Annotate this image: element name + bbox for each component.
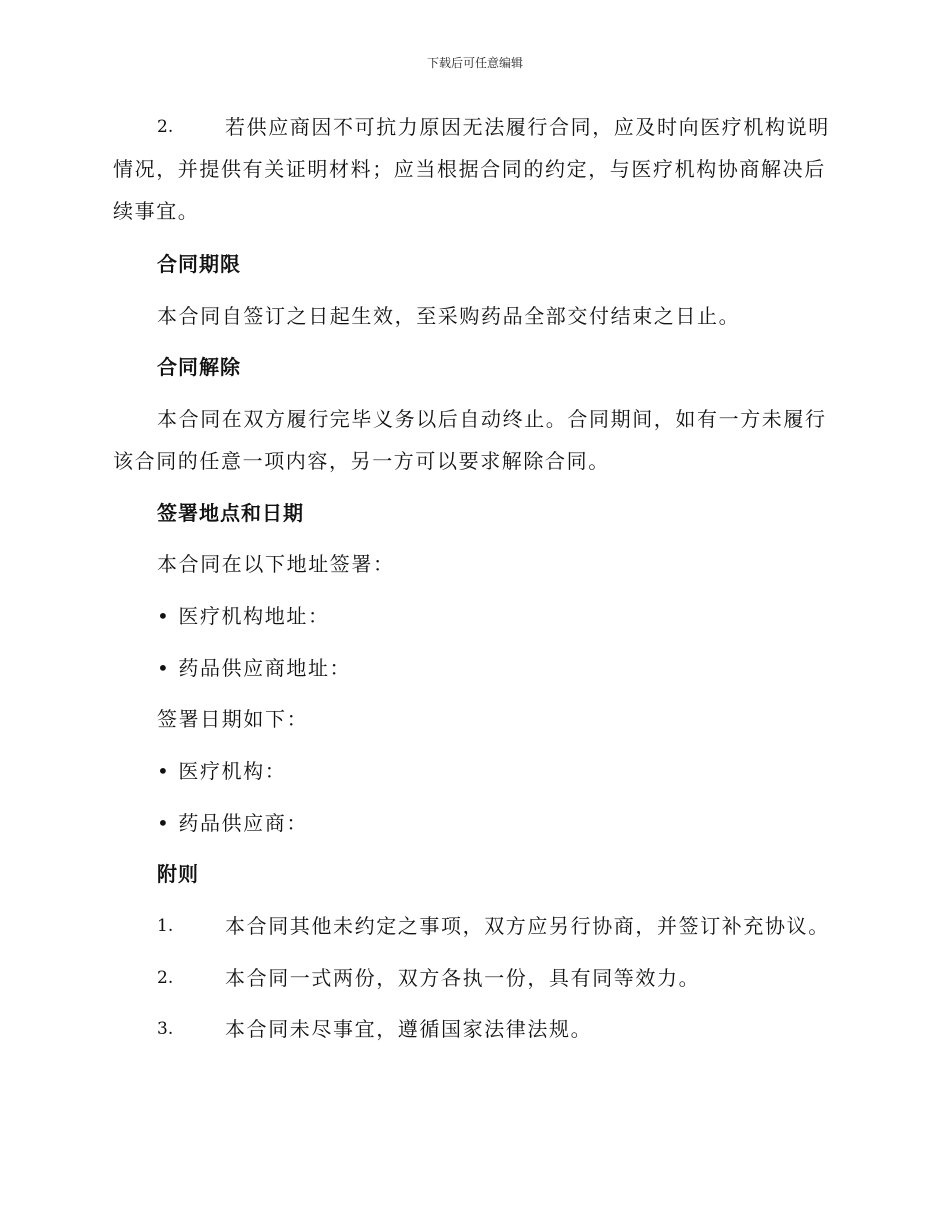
item-2-number: 2.	[157, 117, 174, 137]
term-heading: 合同期限	[157, 252, 241, 276]
signing-heading: 签署地点和日期	[157, 501, 304, 525]
signing-date-intro: 签署日期如下：	[157, 707, 309, 731]
supplementary-heading: 附则	[157, 862, 199, 886]
item-2-line-1: 若供应商因不可抗力原因无法履行合同，应及时向医疗机构说明	[225, 115, 830, 139]
termination-line-1: 本合同在双方履行完毕义务以后自动终止。合同期间，如有一方未履行	[157, 407, 827, 431]
term-text: 本合同自签订之日起生效，至采购药品全部交付结束之日止。	[157, 304, 741, 328]
supplementary-item-1-text: 本合同其他未约定之事项，双方应另行协商，并签订补充协议。	[225, 914, 830, 938]
supplementary-item-3-number: 3.	[157, 1019, 174, 1039]
signing-place-intro: 本合同在以下地址签署：	[157, 552, 395, 576]
supplementary-item-2-number: 2.	[157, 968, 174, 988]
signing-place-item-supplier: • 药品供应商地址：	[157, 656, 352, 680]
supplementary-item-3-text: 本合同未尽事宜，遵循国家法律法规。	[225, 1017, 593, 1041]
signing-date-item-medical: • 医疗机构：	[157, 759, 287, 783]
termination-heading: 合同解除	[157, 355, 241, 379]
page-header: 下载后可任意编辑	[426, 56, 523, 70]
supplementary-item-1-number: 1.	[157, 916, 174, 936]
item-2-line-2: 情况，并提供有关证明材料；应当根据合同的约定，与医疗机构协商解决后	[113, 157, 826, 181]
item-2-line-3: 续事宜。	[113, 199, 200, 223]
termination-line-2: 该合同的任意一项内容，另一方可以要求解除合同。	[113, 449, 610, 473]
supplementary-item-2-text: 本合同一式两份，双方各执一份，具有同等效力。	[225, 966, 701, 990]
signing-date-item-supplier: • 药品供应商：	[157, 811, 308, 835]
signing-place-item-medical: • 医疗机构地址：	[157, 604, 330, 628]
